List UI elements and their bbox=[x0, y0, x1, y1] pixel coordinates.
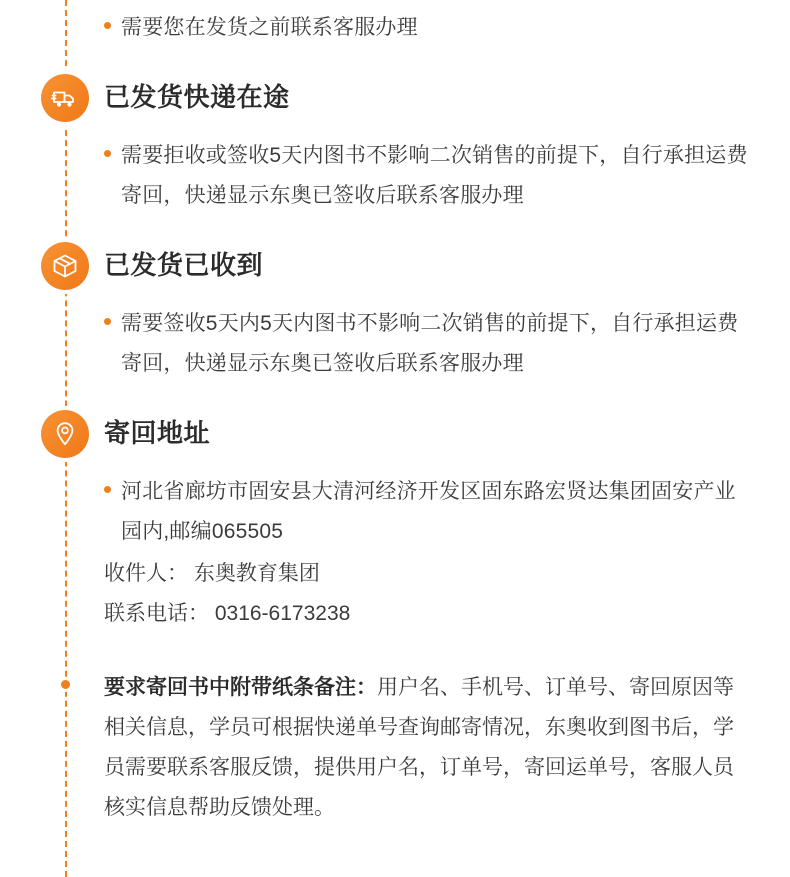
recipient-value: 东奥教育集团 bbox=[193, 562, 320, 585]
bullet-text: 需要签收5天内5天内图书不影响二次销售的前提下，自行承担运费寄回，快递显示东奥已签收后联系客服办理 bbox=[121, 312, 739, 375]
section-return-address bbox=[0, 406, 790, 634]
lead-bullet-text: 需要您在发货之前联系客服办理 bbox=[121, 16, 418, 39]
bullet-text: 需要拒收或签收5天内图书不影响二次销售的前提下，自行承担运费寄回，快递显示东奥已签收后联系客服办理 bbox=[121, 144, 748, 207]
section-bullets bbox=[0, 304, 790, 384]
section-title: 已发货已收到 bbox=[104, 250, 264, 281]
bullet-dot-icon bbox=[61, 680, 70, 689]
phone-value: 0316-6173238 bbox=[214, 602, 351, 625]
note-text bbox=[104, 668, 748, 828]
location-pin-icon bbox=[41, 410, 89, 458]
address-detail bbox=[104, 554, 748, 634]
section-header bbox=[0, 70, 790, 126]
address-line: 河北省廊坊市固安县大清河经济开发区固东路宏贤达集团固安产业园内,邮编065505 bbox=[121, 480, 736, 543]
phone-row bbox=[104, 594, 350, 634]
section-header bbox=[0, 238, 790, 294]
bullet-dot-icon bbox=[104, 22, 111, 29]
section-title: 已发货快递在途 bbox=[104, 82, 290, 113]
section-shipped-received bbox=[0, 238, 790, 384]
phone-label: 联系电话： bbox=[104, 602, 209, 625]
recipient-label: 收件人： bbox=[104, 562, 188, 585]
bullet-dot-icon bbox=[104, 318, 111, 325]
return-note-block bbox=[0, 668, 790, 828]
list-item bbox=[104, 0, 750, 48]
section-bullets bbox=[0, 136, 790, 216]
note-body: 用户名、手机号、订单号、寄回原因等相关信息，学员可根据快递单号查询邮寄情况，东奥收到图书后，学员需要联系客服反馈，提供用户名，订单号，寄回运单号，客服人员核实信息帮助反馈处理。 bbox=[104, 676, 734, 819]
list-item bbox=[104, 472, 748, 552]
package-box-icon bbox=[41, 242, 89, 290]
section-title: 寄回地址 bbox=[104, 418, 211, 449]
section-shipped-in-transit bbox=[0, 70, 790, 216]
delivery-truck-icon bbox=[41, 74, 89, 122]
section-header bbox=[0, 406, 790, 462]
bullet-dot-icon bbox=[104, 486, 111, 493]
bullet-dot-icon bbox=[104, 150, 111, 157]
section-bullets bbox=[0, 472, 790, 634]
recipient-row bbox=[104, 554, 350, 594]
list-item bbox=[104, 304, 748, 384]
note-label: 要求寄回书中附带纸条备注： bbox=[104, 676, 377, 699]
list-item bbox=[104, 136, 748, 216]
